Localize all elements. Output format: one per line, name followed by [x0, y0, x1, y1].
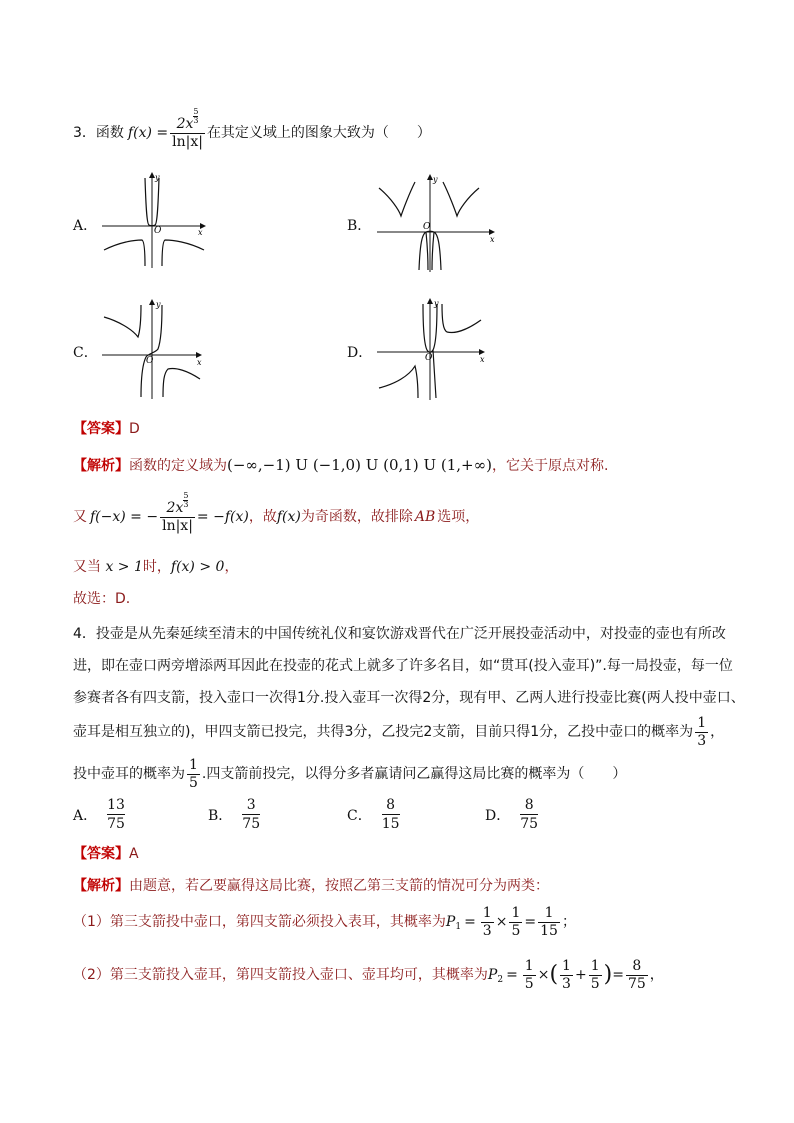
q4-stem-line1 [73, 625, 726, 643]
q3-line2-fx: f(x) [276, 509, 301, 525]
q4-stem-line4 [73, 712, 724, 752]
q4-case2-frac-c [589, 958, 602, 993]
q4-choice-c-label: C． [347, 807, 372, 824]
q3-graph-a [100, 170, 210, 270]
q3-line2-lhs: f(−x) = − [90, 509, 159, 525]
q4-case2-a-den: 5 [524, 975, 534, 992]
q3-graph-c [100, 297, 210, 401]
q3-line2-rhs: = −f(x) [196, 509, 249, 525]
q3-analysis-line3 [73, 558, 238, 576]
q3-domain-expr: (−∞,−1) U (−1,0) U (0,1) U (1,+∞) [227, 456, 492, 474]
q4-choice-b-frac [242, 796, 260, 833]
q4-p2-den: 5 [189, 774, 198, 791]
q3-graph-d [375, 296, 490, 402]
q4-case2-frac-b [560, 958, 573, 993]
q4-case2-r-den: 75 [627, 975, 646, 992]
q4-case2-times: × [537, 967, 550, 983]
q4-case2-b-den: 3 [562, 975, 571, 992]
q4-answer-value: A [129, 846, 139, 862]
q4-case2-b-num: 1 [562, 957, 571, 974]
q4-choice-b-label: B． [208, 807, 233, 824]
q4-stem-line3: 参赛者各有四支箭，投入壶口一次得1分.投入壶耳一次得2分，现有甲、乙两人进行投壶比赛(两人投中壶口、 [73, 690, 745, 706]
q4-p2-num: 1 [189, 756, 198, 773]
q4-choice-d [485, 796, 538, 833]
q4-case2-c-den: 5 [590, 975, 600, 992]
q4-case1-times: × [495, 914, 508, 930]
q4-answer-row [73, 845, 139, 863]
q4-case1-b-den: 5 [511, 922, 521, 939]
q4-stem-line5 [73, 754, 626, 794]
q4-choice-c-den: 15 [381, 816, 400, 832]
q4-case1-frac-r [538, 905, 560, 940]
q3-line2-text-c: 选项， [437, 509, 480, 525]
q4-case2-rparen: ) [603, 962, 613, 987]
q3-line3-mid: 时， [142, 559, 171, 575]
q4-case1-eq2: = [524, 914, 537, 930]
q4-case1-eq: = [464, 914, 476, 930]
q3-graph-b-origin: O [423, 222, 431, 232]
q4-choice-a-label: A． [73, 807, 98, 824]
q3-line3-cond: x > 1 [105, 559, 143, 575]
q3-stem-prefix: 函数 [95, 125, 124, 141]
q4-analysis-tag: 【解析】 [73, 878, 129, 894]
q4-choice-b-num: 3 [242, 796, 260, 815]
q4-case1-a-num: 1 [482, 904, 492, 921]
q3-graph-c-y-label: y [156, 300, 161, 309]
q4-case2-sub: 2 [497, 975, 504, 985]
q4-case2-r-num: 8 [626, 958, 648, 976]
q3-answer-row [73, 420, 140, 438]
q3-analysis-tag: 【解析】 [73, 458, 129, 474]
q3-func-lhs: f(x) = [127, 125, 169, 141]
q3-answer-tag: 【答案】 [73, 421, 129, 437]
q4-case1-frac-b [509, 905, 522, 940]
q3-func-fraction [170, 106, 205, 151]
q4-choice-a-den: 75 [107, 816, 125, 832]
q4-case2-eq: = [506, 967, 518, 983]
q3-line2-fraction [160, 490, 195, 535]
q3-line2-text-b: 为奇函数，故排除 [300, 509, 413, 525]
q4-number: 4． [73, 626, 96, 642]
q3-graph-b-y-label: y [433, 175, 438, 184]
q3-func-den: ln|x| [172, 133, 203, 150]
q3-option-c-label: C． [73, 345, 98, 361]
q4-choice-a-num: 13 [107, 797, 125, 813]
q4-case1-r-den: 15 [540, 922, 558, 939]
q3-line3-prefix: 又当 [73, 559, 101, 575]
q4-analysis-line1 [73, 877, 549, 895]
q3-line2-exp-num: 5 [183, 490, 189, 500]
q4-choice-d-label: D． [485, 807, 511, 824]
q4-case1 [73, 900, 576, 944]
q3-graph-b [375, 172, 500, 274]
q3-graph-a-origin: O [154, 226, 162, 236]
q3-graph-a-x-label: x [198, 228, 203, 237]
q3-option-a-label: A． [73, 218, 98, 234]
q4-stem-line2: 进，即在壶口两旁增添两耳因此在投壶的花式上就多了许多名目，如“贯耳(投入壶耳)”.每一局投壶，每一位 [73, 658, 733, 674]
q4-case1-frac-a [481, 905, 494, 940]
q3-graph-b-x-label: x [490, 235, 495, 244]
q4-case2-a-num: 1 [524, 957, 534, 974]
q3-graph-c-origin: O [146, 356, 154, 366]
q3-line2-exp-den: 3 [183, 499, 189, 509]
q3-exp-den: 3 [193, 115, 199, 125]
q4-case1-r-num: 1 [538, 905, 560, 923]
q3-line2-text-a: ，故 [248, 509, 277, 525]
q3-line2-ab: AB [414, 509, 436, 525]
q3-option-b-label: B． [347, 218, 372, 234]
q4-line5-prefix: 投中壶耳的概率为 [73, 766, 185, 782]
q4-p1-num: 1 [697, 714, 707, 731]
q4-choice-c-frac [382, 796, 400, 833]
q3-graph-a-y-label: y [155, 173, 160, 182]
q4-line4: 壶耳是相互独立的)，甲四支箭已投完，共得3分，乙投完2支箭，目前只得1分，乙投中壶口的概率为 [73, 724, 694, 740]
q3-graph-c-x-label: x [197, 358, 202, 367]
q4-choice-b-den: 75 [242, 816, 261, 832]
q4-case2-lparen: ( [549, 962, 559, 987]
q4-choice-a [73, 796, 125, 833]
q4-analysis-text1: 由题意，若乙要赢得这局比赛，按照乙第三支箭的情况可分为两类： [129, 878, 549, 894]
q4-p2-fraction [187, 757, 200, 792]
q4-choice-c-num: 8 [382, 796, 400, 815]
q3-graph-d-origin: O [425, 353, 433, 363]
q4-case2-lhs: P [487, 967, 498, 983]
q4-case1-sub: 1 [455, 922, 462, 932]
q4-choice-c [347, 796, 400, 833]
q3-graph-d-y-label: y [434, 299, 439, 308]
q3-line3-end: ， [224, 559, 239, 575]
q4-choice-a-frac [107, 796, 125, 833]
q3-stem [73, 108, 431, 158]
q3-analysis-line2 [73, 492, 479, 542]
q4-case1-a-den: 3 [482, 922, 492, 939]
q3-line2-num: 2x [166, 499, 184, 516]
q3-analysis-line1 [73, 456, 608, 475]
q4-case1-b-num: 1 [511, 904, 521, 921]
q4-case2-frac-r [626, 958, 648, 993]
q4-case2-frac-a [523, 958, 536, 993]
q4-p1-fraction [695, 715, 708, 750]
q4-case2-text: （2）第三支箭投入壶耳，第四支箭投入壶口、壶耳均可，其概率为 [73, 967, 488, 983]
q4-case2 [73, 950, 664, 1000]
q3-analysis-suffix1: ，它关于原点对称. [491, 458, 609, 474]
q4-choice-d-num: 8 [520, 796, 538, 815]
q3-answer-value: D [129, 421, 140, 437]
q3-number: 3． [73, 125, 96, 141]
q4-case2-eq2: = [612, 967, 624, 983]
q4-choice-b [208, 796, 260, 833]
q4-case2-c-num: 1 [590, 957, 600, 974]
q4-p1-den: 3 [697, 732, 707, 749]
q4-choice-d-frac [520, 796, 538, 833]
q4-case1-text: （1）第三支箭投中壶口，第四支箭必须投入表耳，其概率为 [73, 914, 446, 930]
q4-line1: 投壶是从先秦延续至清末的中国传统礼仪和宴饮游戏晋代在广泛开展投壶活动中，对投壶的壶也有所改 [95, 626, 726, 642]
q3-option-d-label: D． [347, 345, 373, 361]
q3-exp-num: 5 [193, 106, 199, 116]
q3-line3-ineq: f(x) > 0 [170, 559, 225, 575]
q3-line2-prefix: 又 [73, 509, 87, 525]
q3-line2-den: ln|x| [162, 517, 193, 534]
q4-p1-end: ， [710, 724, 725, 740]
q3-graph-d-x-label: x [480, 355, 485, 364]
q3-analysis-text1: 函数的定义域为 [129, 458, 227, 474]
q4-answer-tag: 【答案】 [73, 846, 129, 862]
q3-stem-suffix: 在其定义域上的图象大致为（ ） [206, 125, 431, 141]
q4-choice-d-den: 75 [520, 816, 539, 832]
q3-func-num: 2x [176, 115, 194, 132]
q4-case2-end: ， [649, 967, 664, 983]
q3-analysis-line4: 故选：D. [73, 591, 131, 607]
q4-line5-suffix: .四支箭前投完，以得分多者赢请问乙赢得这局比赛的概率为（ ） [201, 766, 627, 782]
q4-case1-end: ； [561, 914, 576, 930]
q4-case2-plus: + [574, 967, 587, 983]
q4-case1-lhs: P [445, 914, 456, 930]
